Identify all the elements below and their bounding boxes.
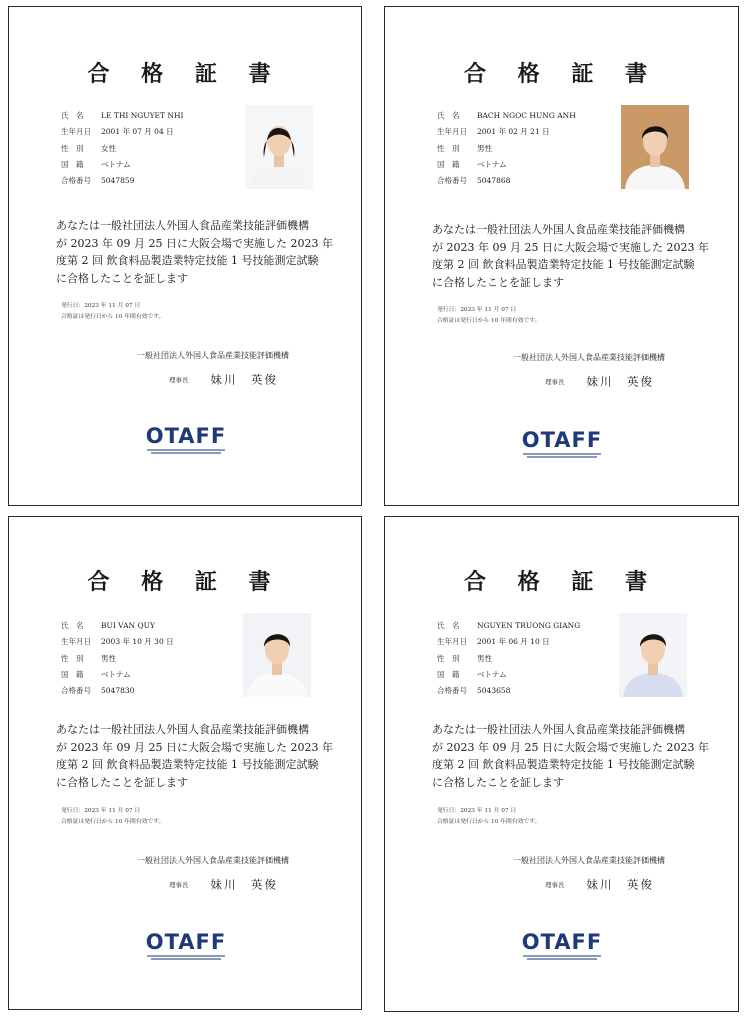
logo-wordmark: OTAFF <box>145 424 227 448</box>
chair-signature <box>169 369 278 388</box>
issuing-organization: 一般社団法人外国人食品産業技能評価機構 <box>137 856 289 865</box>
statement-line: が 2023 年 09 月 25 日に大阪会場で実施した 2023 年 <box>56 740 333 754</box>
number-label: 合格番号 <box>437 686 467 696</box>
statement-line: に合格したことを証します <box>432 275 564 289</box>
info-row-nationality <box>437 157 576 173</box>
issuing-organization: 一般社団法人外国人食品産業技能評価機構 <box>137 351 289 360</box>
nationality-value: ベトナム <box>477 159 507 169</box>
info-row-nationality <box>437 667 580 683</box>
logo-subtitle-lines <box>519 453 605 458</box>
info-row-gender <box>437 651 580 667</box>
chair-name: 妹川 英俊 <box>210 372 278 387</box>
issue-info <box>61 806 164 828</box>
dob-label: 生年月日 <box>61 637 91 647</box>
certificate-number: 5043658 <box>477 686 511 696</box>
issue-info <box>437 305 540 327</box>
personal-info <box>61 618 174 699</box>
nationality-label: 国 籍 <box>437 159 460 169</box>
certificate-title: 合 格 証 書 <box>87 61 283 87</box>
certificate-4 <box>384 516 739 1012</box>
gender-label: 性 別 <box>61 653 84 663</box>
dob-value: 2003 年 10 月 30 日 <box>101 637 174 647</box>
person-portrait-icon <box>619 613 687 697</box>
statement-line: に合格したことを証します <box>432 775 564 789</box>
statement-line: 度第 2 回 飲食料品製造業特定技能 1 号技能測定試験 <box>432 258 695 271</box>
certificate-1 <box>8 6 362 506</box>
issue-info <box>61 301 164 323</box>
info-row-dob <box>61 634 174 650</box>
logo-subtitle-lines <box>143 955 229 960</box>
number-label: 合格番号 <box>437 176 467 186</box>
chair-role: 理事長 <box>169 376 189 384</box>
logo-subtitle-lines <box>519 955 605 960</box>
gender-label: 性 別 <box>61 143 84 153</box>
nationality-label: 国 籍 <box>61 669 84 679</box>
gender-value: 男性 <box>477 143 492 153</box>
nationality-label: 国 籍 <box>437 669 460 679</box>
logo-wordmark: OTAFF <box>145 930 227 954</box>
validity-note: 合格証は発行日から 10 年間有効です。 <box>437 318 541 324</box>
issue-date: 発行日：2023 年 11 月 07 日 <box>61 808 141 814</box>
certificate-number: 5047868 <box>477 176 511 186</box>
nationality-value: ベトナム <box>101 669 131 679</box>
certificate-title: 合 格 証 書 <box>464 569 659 595</box>
gender-value: 男性 <box>477 653 492 663</box>
statement-line: 度第 2 回 飲食料品製造業特定技能 1 号技能測定試験 <box>56 254 319 267</box>
dob-label: 生年月日 <box>437 637 467 647</box>
number-label: 合格番号 <box>61 686 91 696</box>
chair-role: 理事長 <box>545 378 565 386</box>
personal-info <box>437 108 576 189</box>
info-row-number <box>437 173 576 189</box>
certification-statement <box>432 721 732 791</box>
certificate-3 <box>8 516 362 1010</box>
issue-date: 発行日：2023 年 11 月 07 日 <box>61 303 141 309</box>
certificate-2 <box>384 6 739 506</box>
logo-wordmark: OTAFF <box>521 428 603 452</box>
chair-name: 妹川 英俊 <box>586 374 654 389</box>
otaff-logo <box>143 425 229 455</box>
info-row-dob <box>61 124 183 140</box>
chair-role: 理事長 <box>169 881 189 889</box>
otaff-logo <box>143 931 229 961</box>
issuing-organization: 一般社団法人外国人食品産業技能評価機構 <box>513 353 665 362</box>
dob-value: 2001 年 02 月 21 日 <box>477 127 550 137</box>
otaff-logo <box>519 931 605 961</box>
info-row-number <box>437 683 580 699</box>
person-portrait-icon <box>621 105 689 189</box>
certificate-title: 合 格 証 書 <box>87 569 283 595</box>
certificate-number: 5047830 <box>101 686 135 696</box>
info-row-gender <box>61 651 174 667</box>
name-value: NGUYEN TRUONG GIANG <box>477 621 581 630</box>
personal-info <box>61 108 183 189</box>
certification-statement <box>432 221 732 291</box>
nationality-value: ベトナム <box>477 669 507 679</box>
name-label: 氏 名 <box>437 621 460 630</box>
gender-label: 性 別 <box>437 143 460 153</box>
personal-info <box>437 618 580 699</box>
issue-info <box>437 806 540 828</box>
gender-value: 女性 <box>101 143 116 153</box>
chair-signature <box>545 371 654 390</box>
statement-line: あなたは一般社団法人外国人食品産業技能評価機構 <box>56 219 309 232</box>
info-row-nationality <box>61 157 183 173</box>
statement-line: が 2023 年 09 月 25 日に大阪会場で実施した 2023 年 <box>432 740 709 754</box>
statement-line: に合格したことを証します <box>56 775 188 789</box>
info-row-name <box>437 618 580 634</box>
chair-name: 妹川 英俊 <box>586 877 654 892</box>
statement-line: あなたは一般社団法人外国人食品産業技能評価機構 <box>432 723 685 736</box>
statement-line: が 2023 年 09 月 25 日に大阪会場で実施した 2023 年 <box>432 240 709 254</box>
certification-statement <box>56 217 356 287</box>
issuing-organization: 一般社団法人外国人食品産業技能評価機構 <box>513 856 665 865</box>
chair-role: 理事長 <box>545 881 565 889</box>
statement-line: に合格したことを証します <box>56 271 188 285</box>
certificate-number: 5047859 <box>101 176 135 186</box>
gender-label: 性 別 <box>437 653 460 663</box>
certificate-title: 合 格 証 書 <box>464 61 659 87</box>
validity-note: 合格証は発行日から 10 年間有効です。 <box>437 819 541 825</box>
info-row-number <box>61 683 174 699</box>
otaff-logo <box>519 429 605 459</box>
number-label: 合格番号 <box>61 176 91 186</box>
info-row-gender <box>437 141 576 157</box>
info-row-dob <box>437 124 576 140</box>
certification-statement <box>56 721 356 791</box>
logo-wordmark: OTAFF <box>521 930 603 954</box>
statement-line: あなたは一般社団法人外国人食品産業技能評価機構 <box>432 223 685 236</box>
dob-label: 生年月日 <box>61 127 91 137</box>
statement-line: 度第 2 回 飲食料品製造業特定技能 1 号技能測定試験 <box>432 758 695 771</box>
chair-signature <box>169 874 278 893</box>
info-row-gender <box>61 141 183 157</box>
dob-value: 2001 年 06 月 10 日 <box>477 637 550 647</box>
name-value: BACH NGOC HUNG ANH <box>477 111 576 120</box>
statement-line: あなたは一般社団法人外国人食品産業技能評価機構 <box>56 723 309 736</box>
validity-note: 合格証は発行日から 10 年間有効です。 <box>61 314 165 320</box>
info-row-nationality <box>61 667 174 683</box>
portrait-photo <box>621 105 689 189</box>
name-label: 氏 名 <box>61 111 84 120</box>
statement-line: 度第 2 回 飲食料品製造業特定技能 1 号技能測定試験 <box>56 758 319 771</box>
info-row-dob <box>437 634 580 650</box>
name-value: LE THI NGUYET NHI <box>101 111 184 120</box>
portrait-photo <box>619 613 687 697</box>
validity-note: 合格証は発行日から 10 年間有効です。 <box>61 819 165 825</box>
nationality-label: 国 籍 <box>61 159 84 169</box>
name-label: 氏 名 <box>437 111 460 120</box>
info-row-name <box>61 618 174 634</box>
person-portrait-icon <box>245 105 313 189</box>
info-row-name <box>437 108 576 124</box>
chair-name: 妹川 英俊 <box>210 877 278 892</box>
nationality-value: ベトナム <box>101 159 131 169</box>
gender-value: 男性 <box>101 653 116 663</box>
issue-date: 発行日：2023 年 11 月 07 日 <box>437 307 517 313</box>
portrait-photo <box>243 613 311 697</box>
dob-value: 2001 年 07 月 04 日 <box>101 127 174 137</box>
statement-line: が 2023 年 09 月 25 日に大阪会場で実施した 2023 年 <box>56 236 333 250</box>
chair-signature <box>545 874 654 893</box>
portrait-photo <box>245 105 313 189</box>
info-row-number <box>61 173 183 189</box>
name-value: BUI VAN QUY <box>101 621 155 630</box>
person-portrait-icon <box>243 613 311 697</box>
dob-label: 生年月日 <box>437 127 467 137</box>
logo-subtitle-lines <box>143 449 229 454</box>
name-label: 氏 名 <box>61 621 84 630</box>
issue-date: 発行日：2023 年 11 月 07 日 <box>437 808 517 814</box>
info-row-name <box>61 108 183 124</box>
